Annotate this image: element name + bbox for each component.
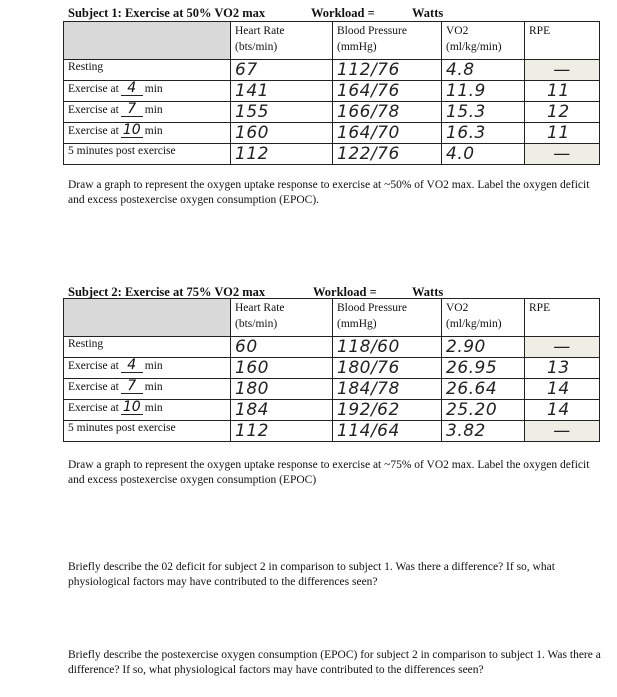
heart-rate-value[interactable]: 180 bbox=[231, 379, 333, 400]
blood-pressure-value[interactable]: 118/60 bbox=[333, 337, 442, 358]
subject2-table bbox=[63, 298, 600, 442]
table-row bbox=[64, 144, 600, 165]
header-blank-cell bbox=[64, 22, 231, 60]
table-row bbox=[64, 60, 600, 81]
row-label: Exercise at 4 min bbox=[64, 81, 231, 102]
vo2-value[interactable]: 4.0 bbox=[442, 144, 525, 165]
vo2-value[interactable]: 15.3 bbox=[442, 102, 525, 123]
header-blood-pressure: Blood Pressure (mmHg) bbox=[333, 22, 442, 60]
minutes-field[interactable]: 10 bbox=[121, 124, 143, 138]
minutes-field[interactable]: 10 bbox=[121, 401, 143, 415]
table-header-row bbox=[64, 22, 600, 60]
subject1-table bbox=[63, 21, 600, 165]
rpe-value[interactable]: 13 bbox=[525, 358, 600, 379]
rpe-value[interactable]: — bbox=[525, 144, 600, 165]
heart-rate-value[interactable]: 112 bbox=[231, 144, 333, 165]
heart-rate-value[interactable]: 141 bbox=[231, 81, 333, 102]
minutes-field[interactable]: 4 bbox=[121, 82, 143, 96]
header-rpe: RPE bbox=[525, 22, 600, 60]
rpe-value[interactable]: 11 bbox=[525, 81, 600, 102]
row-label: 5 minutes post exercise bbox=[64, 144, 231, 165]
header-heart-rate: Heart Rate (bts/min) bbox=[231, 22, 333, 60]
subject1-title: Subject 1: Exercise at 50% VO2 max bbox=[68, 6, 266, 20]
vo2-value[interactable]: 2.90 bbox=[442, 337, 525, 358]
heart-rate-value[interactable]: 160 bbox=[231, 358, 333, 379]
row-label: 5 minutes post exercise bbox=[64, 421, 231, 442]
heart-rate-value[interactable]: 184 bbox=[231, 400, 333, 421]
deficit-question: Briefly describe the 02 deficit for subject 2 in comparison to subject 1. Was there a difference? If so, what physiological factors may have contributed to the differences seen? bbox=[68, 561, 555, 588]
table-row bbox=[64, 337, 600, 358]
blood-pressure-value[interactable]: 184/78 bbox=[333, 379, 442, 400]
vo2-value[interactable]: 16.3 bbox=[442, 123, 525, 144]
vo2-value[interactable]: 3.82 bbox=[442, 421, 525, 442]
row-label: Exercise at 7 min bbox=[64, 102, 231, 123]
minutes-field[interactable]: 7 bbox=[121, 103, 143, 117]
table-row bbox=[64, 400, 600, 421]
blood-pressure-value[interactable]: 164/70 bbox=[333, 123, 442, 144]
rpe-value[interactable]: — bbox=[525, 421, 600, 442]
rpe-value[interactable]: 11 bbox=[525, 123, 600, 144]
subject2-workload-label: Workload = bbox=[313, 285, 377, 299]
vo2-value[interactable]: 4.8 bbox=[442, 60, 525, 81]
rpe-value[interactable]: 12 bbox=[525, 102, 600, 123]
vo2-value[interactable]: 26.64 bbox=[442, 379, 525, 400]
table-row bbox=[64, 102, 600, 123]
vo2-value[interactable]: 26.95 bbox=[442, 358, 525, 379]
vo2-value[interactable]: 25.20 bbox=[442, 400, 525, 421]
heart-rate-value[interactable]: 160 bbox=[231, 123, 333, 144]
rpe-value[interactable]: — bbox=[525, 337, 600, 358]
row-label: Exercise at 4 min bbox=[64, 358, 231, 379]
heart-rate-value[interactable]: 112 bbox=[231, 421, 333, 442]
minutes-field[interactable]: 4 bbox=[121, 359, 143, 373]
subject1-workload-label: Workload = bbox=[311, 6, 375, 20]
subject2-workload-unit: Watts bbox=[412, 285, 444, 299]
header-vo2: VO2 (ml/kg/min) bbox=[442, 299, 525, 337]
table-row bbox=[64, 358, 600, 379]
epoc-question: Briefly describe the postexercise oxygen consumption (EPOC) for subject 2 in comparison to subject 1. Was there a difference? If so, what physiological factors may have contributed to the differences seen? bbox=[68, 649, 601, 676]
heart-rate-value[interactable]: 67 bbox=[231, 60, 333, 81]
row-label: Resting bbox=[64, 337, 231, 358]
header-blank-cell bbox=[64, 299, 231, 337]
row-label: Exercise at 10 min bbox=[64, 400, 231, 421]
rpe-value[interactable]: 14 bbox=[525, 400, 600, 421]
subject2-title: Subject 2: Exercise at 75% VO2 max bbox=[68, 285, 266, 299]
blood-pressure-value[interactable]: 164/76 bbox=[333, 81, 442, 102]
table-row bbox=[64, 81, 600, 102]
blood-pressure-value[interactable]: 114/64 bbox=[333, 421, 442, 442]
header-heart-rate: Heart Rate (bts/min) bbox=[231, 299, 333, 337]
rpe-value[interactable]: 14 bbox=[525, 379, 600, 400]
header-blood-pressure: Blood Pressure (mmHg) bbox=[333, 299, 442, 337]
table-row bbox=[64, 123, 600, 144]
table-header-row bbox=[64, 299, 600, 337]
header-rpe: RPE bbox=[525, 299, 600, 337]
row-label: Resting bbox=[64, 60, 231, 81]
subject1-graph-prompt: Draw a graph to represent the oxygen uptake response to exercise at ~50% of VO2 max. Label the oxygen deficit and excess postexercise oxygen consumption (EPOC). bbox=[68, 179, 590, 206]
row-label: Exercise at 10 min bbox=[64, 123, 231, 144]
vo2-value[interactable]: 11.9 bbox=[442, 81, 525, 102]
blood-pressure-value[interactable]: 122/76 bbox=[333, 144, 442, 165]
row-label: Exercise at 7 min bbox=[64, 379, 231, 400]
heart-rate-value[interactable]: 155 bbox=[231, 102, 333, 123]
subject2-graph-prompt: Draw a graph to represent the oxygen uptake response to exercise at ~75% of VO2 max. Label the oxygen deficit and excess postexercise oxygen consumption (EPOC) bbox=[68, 459, 590, 486]
rpe-value[interactable]: — bbox=[525, 60, 600, 81]
heart-rate-value[interactable]: 60 bbox=[231, 337, 333, 358]
header-vo2: VO2 (ml/kg/min) bbox=[442, 22, 525, 60]
blood-pressure-value[interactable]: 166/78 bbox=[333, 102, 442, 123]
subject1-workload-unit: Watts bbox=[412, 6, 444, 20]
blood-pressure-value[interactable]: 112/76 bbox=[333, 60, 442, 81]
minutes-field[interactable]: 7 bbox=[121, 380, 143, 394]
blood-pressure-value[interactable]: 180/76 bbox=[333, 358, 442, 379]
table-row bbox=[64, 421, 600, 442]
blood-pressure-value[interactable]: 192/62 bbox=[333, 400, 442, 421]
table-row bbox=[64, 379, 600, 400]
